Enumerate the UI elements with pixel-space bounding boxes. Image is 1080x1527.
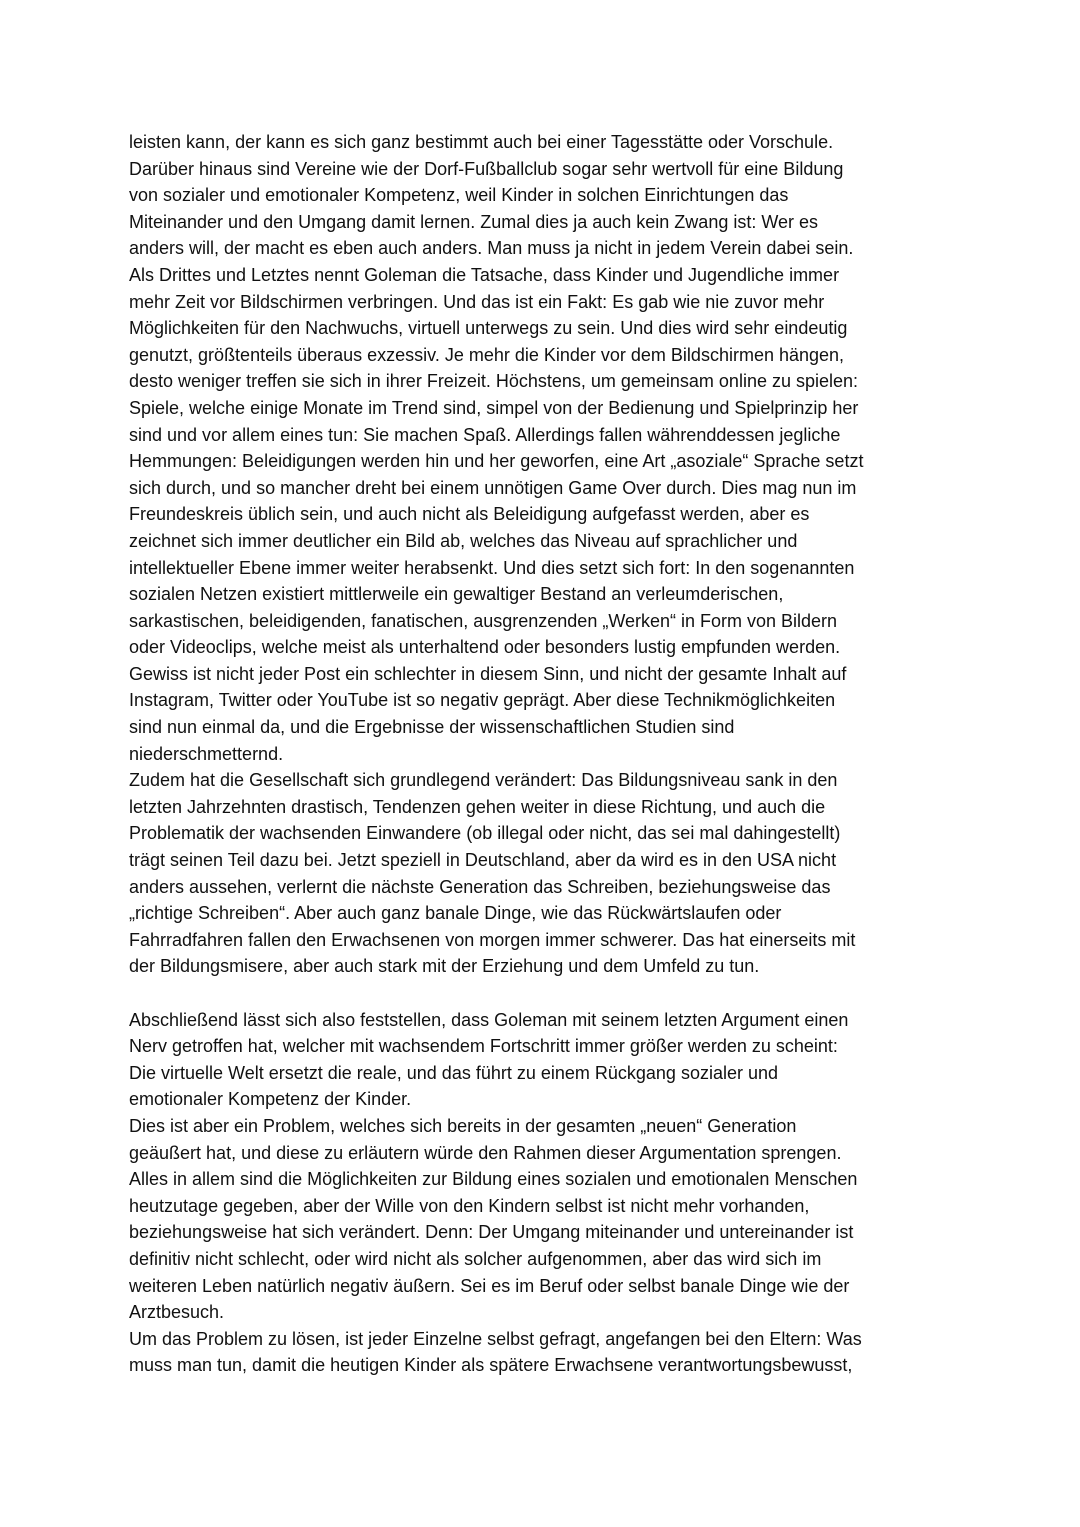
text-line: intellektueller Ebene immer weiter herabsenkt. Und dies setzt sich fort: In den sogenannten	[129, 557, 855, 578]
text-line: Um das Problem zu lösen, ist jeder Einzelne selbst gefragt, angefangen bei den Eltern: Was	[129, 1328, 862, 1349]
paragraph	[129, 262, 989, 767]
text-line: Spiele, welche einige Monate im Trend sind, simpel von der Bedienung und Spielprinzip her	[129, 397, 859, 418]
text-line: Als Drittes und Letztes nennt Goleman die Tatsache, dass Kinder und Jugendliche immer	[129, 264, 840, 285]
text-line: trägt seinen Teil dazu bei. Jetzt speziell in Deutschland, aber da wird es in den USA nicht	[129, 850, 837, 871]
text-line: von sozialer und emotionaler Kompetenz, weil Kinder in solchen Einrichtungen das	[129, 185, 789, 206]
text-line: Fahrradfahren fallen den Erwachsenen von morgen immer schwerer. Das hat einerseits mit	[129, 929, 856, 950]
paragraph	[129, 1007, 989, 1113]
text-line: sich durch, und so mancher dreht bei einem unnötigen Game Over durch. Dies mag nun im	[129, 477, 857, 498]
text-line: sozialen Netzen existiert mittlerweile ein gewaltiger Bestand an verleumderischen,	[129, 584, 784, 605]
text-line: leisten kann, der kann es sich ganz bestimmt auch bei einer Tagesstätte oder Vorschule.	[129, 132, 834, 152]
text-line: Instagram, Twitter oder YouTube ist so negativ geprägt. Aber diese Technikmöglichkeiten	[129, 690, 836, 711]
text-line: desto weniger treffen sie sich in ihrer Freizeit. Höchstens, um gemeinsam online zu spielen:	[129, 371, 859, 392]
document-body	[129, 129, 989, 1379]
text-line: der Bildungsmisere, aber auch stark mit der Erziehung und dem Umfeld zu tun.	[129, 956, 760, 977]
paragraph-spacer	[129, 980, 989, 1007]
text-line: Dies ist aber ein Problem, welches sich bereits in der gesamten „neuen“ Generation	[129, 1115, 797, 1136]
text-line: oder Videoclips, welche meist als unterhaltend oder besonders lustig empfunden werden.	[129, 637, 841, 658]
text-line: Nerv getroffen hat, welcher mit wachsendem Fortschritt immer größer werden zu scheint:	[129, 1036, 838, 1057]
text-line: sind und vor allem eines tun: Sie machen Spaß. Allerdings fallen währenddessen jegliche	[129, 424, 841, 445]
text-line: definitiv nicht schlecht, oder wird nicht als solcher aufgenommen, aber das wird sich im	[129, 1248, 822, 1269]
text-line: Alles in allem sind die Möglichkeiten zur Bildung eines sozialen und emotionalen Menschen	[129, 1169, 858, 1190]
text-line: letzten Jahrzehnten drastisch, Tendenzen gehen weiter in diese Richtung, und auch die	[129, 796, 826, 817]
text-line: „richtige Schreiben“. Aber auch ganz banale Dinge, wie das Rückwärtslaufen oder	[129, 903, 782, 924]
text-line: Darüber hinaus sind Vereine wie der Dorf-Fußballclub sogar sehr wertvoll für eine Bildung	[129, 158, 844, 179]
text-line: beziehungsweise hat sich verändert. Denn: Der Umgang miteinander und untereinander ist	[129, 1222, 854, 1243]
text-line: zeichnet sich immer deutlicher ein Bild ab, welches das Niveau auf sprachlicher und	[129, 530, 798, 551]
text-line: Gewiss ist nicht jeder Post ein schlechter in diesem Sinn, und nicht der gesamte Inhalt auf	[129, 663, 847, 684]
text-line: Arztbesuch.	[129, 1302, 225, 1323]
paragraph	[129, 767, 989, 980]
text-line: muss man tun, damit die heutigen Kinder als spätere Erwachsene verantwortungsbewusst,	[129, 1355, 853, 1376]
text-line: Zudem hat die Gesellschaft sich grundlegend verändert: Das Bildungsniveau sank in den	[129, 770, 838, 791]
text-line: Möglichkeiten für den Nachwuchs, virtuell unterwegs zu sein. Und dies wird sehr eindeutig	[129, 318, 848, 339]
text-line: sind nun einmal da, und die Ergebnisse der wissenschaftlichen Studien sind	[129, 717, 735, 738]
text-line: niederschmetternd.	[129, 743, 284, 764]
text-line: Die virtuelle Welt ersetzt die reale, und das führt zu einem Rückgang sozialer und	[129, 1062, 779, 1083]
text-line: geäußert hat, und diese zu erläutern würde den Rahmen dieser Argumentation sprengen.	[129, 1142, 842, 1163]
text-line: Hemmungen: Beleidigungen werden hin und her geworfen, eine Art „asoziale“ Sprache setzt	[129, 451, 864, 472]
text-line: Problematik der wachsenden Einwandere (ob illegal oder nicht, das sei mal dahingestellt)	[129, 823, 841, 844]
text-line: sarkastischen, beleidigenden, fanatischen, ausgrenzenden „Werken“ in Form von Bildern	[129, 610, 838, 631]
text-line: Miteinander und den Umgang damit lernen. Zumal dies ja auch kein Zwang ist: Wer es	[129, 211, 819, 232]
text-line: mehr Zeit vor Bildschirmen verbringen. Und das ist ein Fakt: Es gab wie nie zuvor mehr	[129, 291, 825, 312]
paragraph	[129, 1113, 989, 1326]
text-line: Freundeskreis üblich sein, und auch nicht als Beleidigung aufgefasst werden, aber es	[129, 504, 810, 525]
text-line: emotionaler Kompetenz der Kinder.	[129, 1089, 412, 1110]
text-line: weiteren Leben natürlich negativ äußern. Sei es im Beruf oder selbst banale Dinge wie der	[129, 1275, 850, 1296]
text-line: genutzt, größtenteils überaus exzessiv. Je mehr die Kinder vor dem Bildschirmen hängen,	[129, 344, 845, 365]
text-line: anders aussehen, verlernt die nächste Generation das Schreiben, beziehungsweise das	[129, 876, 831, 897]
paragraph	[129, 1326, 989, 1379]
paragraph	[129, 129, 989, 262]
text-line: anders will, der macht es eben auch anders. Man muss ja nicht in jedem Verein dabei sein.	[129, 238, 854, 259]
text-line: Abschließend lässt sich also feststellen, dass Goleman mit seinem letzten Argument einen	[129, 1009, 849, 1030]
text-line: heutzutage gegeben, aber der Wille von den Kindern selbst ist nicht mehr vorhanden,	[129, 1195, 810, 1216]
